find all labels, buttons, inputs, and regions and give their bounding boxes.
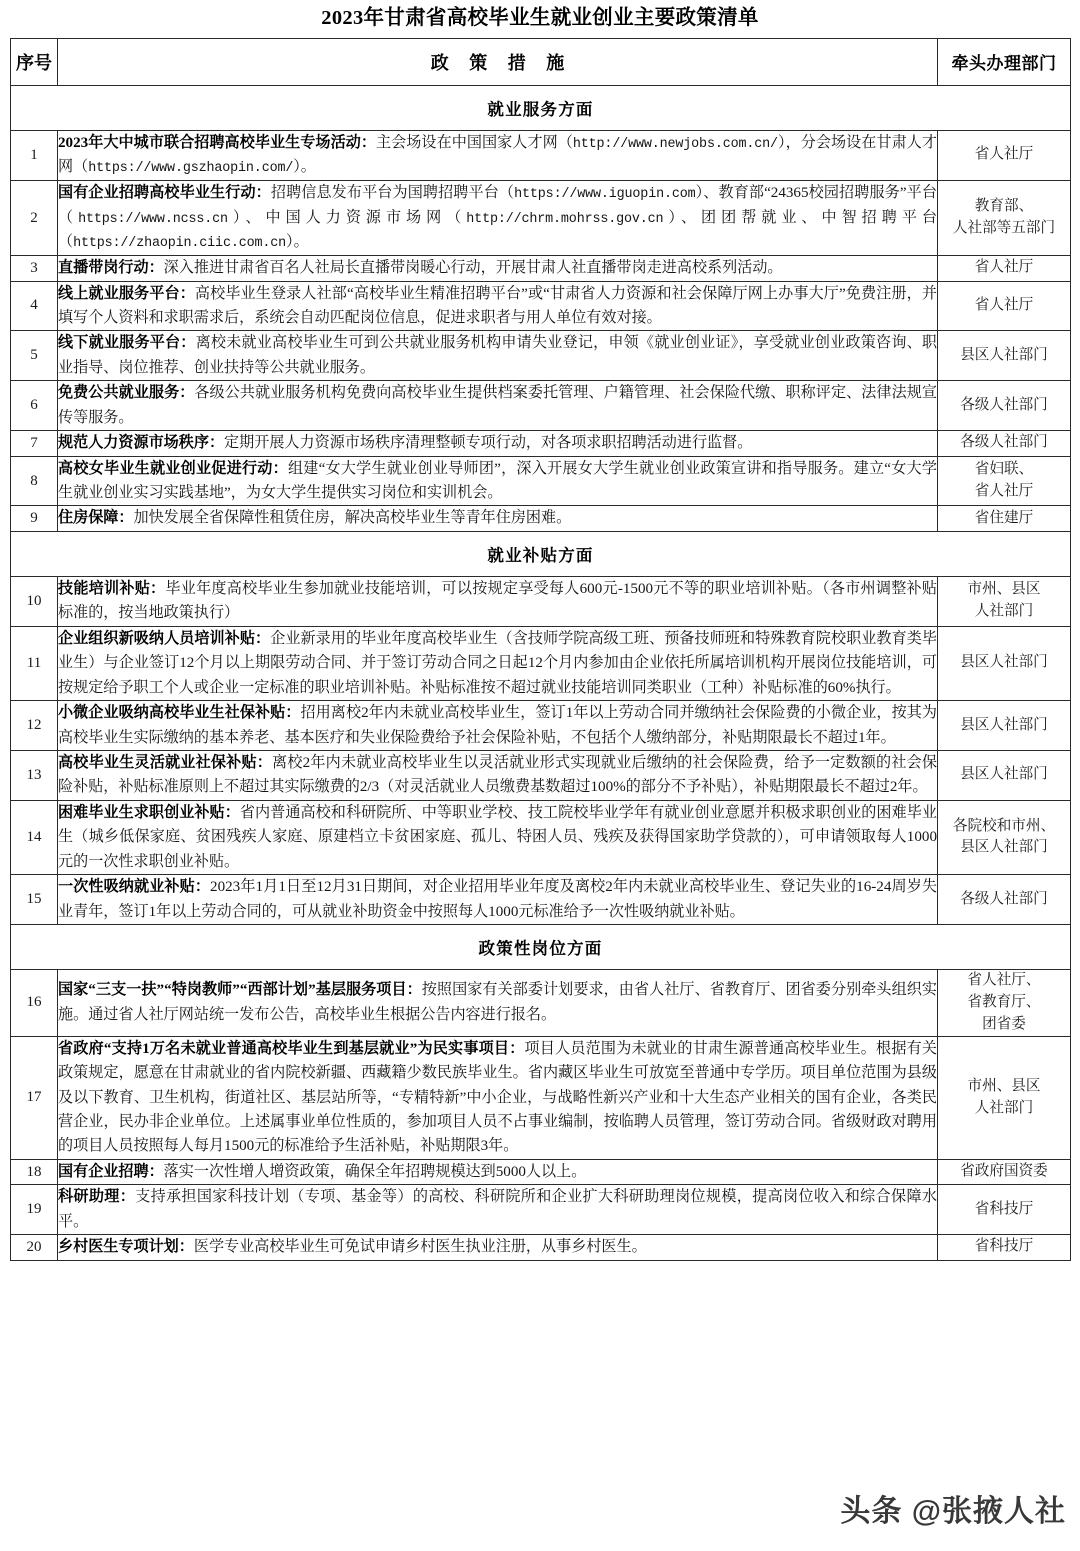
watermark: 头条 @张掖人社 <box>840 1495 1066 1528</box>
section-header-row <box>11 85 1071 130</box>
row-index: 14 <box>11 800 58 874</box>
section-header-row <box>11 925 1071 970</box>
table-row <box>11 576 1071 626</box>
policy-url: https://zhaopin.ciic.com.cn <box>73 236 287 252</box>
section-title: 就业补贴方面 <box>11 531 1071 576</box>
table-row <box>11 1235 1071 1260</box>
department-cell: 省妇联、 省人社厅 <box>938 456 1071 506</box>
table-row <box>11 180 1071 255</box>
policy-lead: 免费公共就业服务： <box>58 385 195 402</box>
policy-text: 毕业年度高校毕业生参加就业技能培训，可以按规定享受每人600元-1500元不等的职业培训补贴。（各市州调整补贴标准的，按当地政策执行） <box>58 580 937 622</box>
policy-text: 组建“女大学生就业创业导师团”，深入开展女大学生就业创业政策宣讲和指导服务。建立“女大学生就业创业实习实践基地”，为女大学生提供实习岗位和实训机会。 <box>58 460 937 502</box>
policy-text: 按照国家有关部委计划要求，由省人社厅、省教育厅、团省委分别牵头组织实施。通过省人社厅网站统一发布公告，高校毕业生根据公告内容进行报名。 <box>58 982 937 1023</box>
section-title: 政策性岗位方面 <box>11 925 1071 970</box>
policy-lead: 一次性吸纳就业补贴： <box>58 879 211 896</box>
policy-text: 加快发展全省保障性租赁住房，解决高校毕业生等青年住房困难。 <box>133 510 572 527</box>
policy-url: https://www.ncss.cn <box>78 211 228 227</box>
table-row <box>11 506 1071 531</box>
policy-lead: 高校毕业生灵活就业社保补贴： <box>58 754 273 771</box>
policy-lead: 技能培训补贴： <box>58 580 166 597</box>
row-index: 6 <box>11 381 58 431</box>
policy-measure-cell <box>58 701 938 751</box>
policy-lead: 高校女毕业生就业创业促进行动： <box>58 460 288 477</box>
column-header-policy: 政 策 措 施 <box>58 38 938 85</box>
department-cell: 市州、县区 人社部门 <box>938 1036 1071 1159</box>
policy-text: 省内普通高校和科研院所、中等职业学校、技工院校毕业学年有就业创业意愿并积极求职创业的困难毕业生（城乡低保家庭、贫困残疾人家庭、原建档立卡贫困家庭、孤儿、特困人员、残疾及获得国家助学贷款的），可申请领取每人1000元的一次性求职创业补贴。 <box>58 804 937 870</box>
department-cell: 省政府国资委 <box>938 1159 1071 1184</box>
department-cell: 省人社厅 <box>938 281 1071 331</box>
row-index: 16 <box>11 970 58 1037</box>
policy-text: 企业新录用的毕业年度高校毕业生（含技师学院高级工班、预备技师班和特殊教育院校职业教育类毕业生）与企业签订12个月以上期限劳动合同、并于签订劳动合同之日起12个月内参加由企业依托所属培训机构开展岗位技能培训，可按规定给予职工个人或企业一定标准的职业培训补贴。补贴标准按不超过就业技能培训同类职业（工种）补贴标准的60%执行。 <box>58 630 937 696</box>
row-index: 15 <box>11 875 58 925</box>
table-row <box>11 970 1071 1037</box>
policy-lead: 省政府“支持1万名未就业普通高校毕业生到基层就业”为民实事项目： <box>58 1040 525 1057</box>
policy-text: 离校未就业高校毕业生可到公共就业服务机构申请失业登记，申领《就业创业证》，享受就业创业政策咨询、职业指导、岗位推荐、创业扶持等公共就业服务。 <box>58 335 937 376</box>
row-index: 19 <box>11 1185 58 1235</box>
policy-measure-cell <box>58 626 938 700</box>
table-row <box>11 1159 1071 1184</box>
policy-text: 招聘信息发布平台为国聘招聘平台（https://www.iguopin.com）、教育部“24365校园招聘服务”平台（https://www.ncss.cn）、中国人力资源市场网（http://chrm.mohrss.gov.cn）、团团帮就业、中智招聘平台（https://zhaopin.ciic.com.cn）。 <box>58 184 937 252</box>
policy-measure-cell <box>58 256 938 281</box>
policy-measure-cell <box>58 576 938 626</box>
policy-url: https://www.iguopin.com <box>514 186 696 202</box>
department-cell: 县区人社部门 <box>938 626 1071 700</box>
row-index: 7 <box>11 431 58 456</box>
policy-text: 定期开展人力资源市场秩序清理整顿专项行动，对各项求职招聘活动进行监督。 <box>224 435 753 452</box>
policy-lead: 2023年大中城市联合招聘高校毕业生专场活动： <box>58 134 376 151</box>
table-row <box>11 256 1071 281</box>
policy-text: 离校2年内未就业高校毕业生以灵活就业形式实现就业后缴纳的社会保险费，给予一定数额的社会保险补贴，补贴标准原则上不超过其实际缴费的2/3（对灵活就业人员缴费基数超过100%的部分不予补贴），补贴期限最长不超过2年。 <box>58 754 937 796</box>
policy-measure-cell <box>58 1185 938 1235</box>
policy-lead: 国有企业招聘： <box>58 1163 164 1180</box>
row-index: 17 <box>11 1036 58 1159</box>
policy-lead: 规范人力资源市场秩序： <box>58 435 225 452</box>
table-row <box>11 381 1071 431</box>
policy-lead: 住房保障： <box>58 510 134 527</box>
policy-lead: 国家“三支一扶”“特岗教师”“西部计划”基层服务项目： <box>58 982 422 999</box>
department-cell: 省人社厅、 省教育厅、 团省委 <box>938 970 1071 1037</box>
policy-table <box>10 38 1071 1261</box>
policy-lead: 企业组织新吸纳人员培训补贴： <box>58 630 271 647</box>
policy-text: 招用离校2年内未就业高校毕业生，签订1年以上劳动合同并缴纳社会保险费的小微企业，按其为高校毕业生实际缴纳的基本养老、基本医疗和失业保险费给予社会保险补贴，不包括个人缴纳部分，补贴期限最长不超过1年。 <box>58 705 937 746</box>
header-row <box>11 38 1071 85</box>
department-cell: 各级人社部门 <box>938 875 1071 925</box>
department-cell: 县区人社部门 <box>938 750 1071 800</box>
policy-measure-cell <box>58 750 938 800</box>
policy-measure-cell <box>58 1036 938 1159</box>
policy-text: 2023年1月1日至12月31日期间，对企业招用毕业年度及离校2年内未就业高校毕业生、登记失业的16-24周岁失业青年，签订1年以上劳动合同的，可从就业补助资金中按照每人1000元标准给予一次性吸纳就业补贴。 <box>58 879 937 920</box>
table-row <box>11 1036 1071 1159</box>
department-cell: 省人社厅 <box>938 130 1071 180</box>
row-index: 4 <box>11 281 58 331</box>
department-cell: 省科技厅 <box>938 1185 1071 1235</box>
policy-measure-cell <box>58 381 938 431</box>
department-cell: 各级人社部门 <box>938 381 1071 431</box>
section-header-row <box>11 531 1071 576</box>
row-index: 3 <box>11 256 58 281</box>
policy-lead: 线下就业服务平台： <box>58 335 196 352</box>
policy-text: 深入推进甘肃省百名人社局长直播带岗暖心行动，开展甘肃人社直播带岗走进高校系列活动。 <box>163 260 783 277</box>
department-cell: 教育部、 人社部等五部门 <box>938 180 1071 255</box>
table-row <box>11 130 1071 180</box>
policy-lead: 线上就业服务平台： <box>58 285 195 302</box>
table-row <box>11 456 1071 506</box>
policy-text: 主会场设在中国国家人才网（http://www.newjobs.com.cn/），分会场设在甘肃人才网（https://www.gszhaopin.com/）。 <box>58 134 937 177</box>
row-index: 2 <box>11 180 58 255</box>
department-cell: 各院校和市州、 县区人社部门 <box>938 800 1071 874</box>
policy-lead: 直播带岗行动： <box>58 260 164 277</box>
policy-measure-cell <box>58 970 938 1037</box>
policy-lead: 科研助理： <box>58 1189 136 1206</box>
column-header-department: 牵头办理部门 <box>938 38 1071 85</box>
table-body <box>11 85 1071 1260</box>
table-row <box>11 431 1071 456</box>
table-row <box>11 1185 1071 1235</box>
row-index: 18 <box>11 1159 58 1184</box>
policy-text: 高校毕业生登录人社部“高校毕业生精准招聘平台”或“甘肃省人力资源和社会保障厅网上办事大厅”免费注册，并填写个人资料和求职需求后，系统会自动匹配岗位信息，促进求职者与用人单位有效对接。 <box>58 285 937 326</box>
policy-text: 各级公共就业服务机构免费向高校毕业生提供档案委托管理、户籍管理、社会保险代缴、职称评定、法律法规宣传等服务。 <box>58 385 937 426</box>
policy-url: http://chrm.mohrss.gov.cn <box>466 211 664 227</box>
policy-lead: 国有企业招聘高校毕业生行动： <box>58 184 271 201</box>
department-cell: 各级人社部门 <box>938 431 1071 456</box>
policy-lead: 乡村医生专项计划： <box>58 1239 194 1256</box>
policy-measure-cell <box>58 1159 938 1184</box>
policy-measure-cell <box>58 331 938 381</box>
department-cell: 市州、县区 人社部门 <box>938 576 1071 626</box>
policy-measure-cell <box>58 431 938 456</box>
policy-measure-cell <box>58 875 938 925</box>
department-cell: 县区人社部门 <box>938 701 1071 751</box>
page-title: 2023年甘肃省高校毕业生就业创业主要政策清单 <box>321 7 759 29</box>
policy-measure-cell <box>58 281 938 331</box>
policy-measure-cell <box>58 800 938 874</box>
row-index: 1 <box>11 130 58 180</box>
table-row <box>11 875 1071 925</box>
row-index: 12 <box>11 701 58 751</box>
table-row <box>11 800 1071 874</box>
policy-measure-cell <box>58 180 938 255</box>
department-cell: 省人社厅 <box>938 256 1071 281</box>
table-row <box>11 750 1071 800</box>
table-header <box>11 38 1071 85</box>
policy-lead: 小微企业吸纳高校毕业生社保补贴： <box>58 705 301 722</box>
row-index: 13 <box>11 750 58 800</box>
policy-measure-cell <box>58 1235 938 1260</box>
row-index: 9 <box>11 506 58 531</box>
policy-measure-cell <box>58 456 938 506</box>
policy-text: 落实一次性增人增资政策，确保全年招聘规模达到5000人以上。 <box>163 1163 587 1180</box>
row-index: 10 <box>11 576 58 626</box>
column-header-index: 序号 <box>11 38 58 85</box>
department-cell: 省科技厅 <box>938 1235 1071 1260</box>
policy-lead: 困难毕业生求职创业补贴： <box>58 804 240 821</box>
table-row <box>11 626 1071 700</box>
policy-text: 项目人员范围为未就业的甘肃生源普通高校毕业生。根据有关政策规定，愿意在甘肃就业的省内院校新疆、西藏籍少数民族毕业生。省内藏区毕业生可放宽至普通中专学历。项目单位范围为县级及以下教育、卫生机构，街道社区、基层站所等，“专精特新”中小企业，与战略性新兴产业和十大生态产业相关的国有企业，各类民营企业，民办非企业单位。上述属事业单位性质的，参加项目人员不占事业编制，按临聘人员管理，签订劳动合同。省级财政对聘用的项目人员按照每人每月1500元的标准给予生活补贴，补贴期限3年。 <box>58 1040 937 1155</box>
policy-measure-cell <box>58 130 938 180</box>
table-row <box>11 701 1071 751</box>
table-row <box>11 281 1071 331</box>
row-index: 11 <box>11 626 58 700</box>
section-title: 就业服务方面 <box>11 85 1071 130</box>
row-index: 5 <box>11 331 58 381</box>
row-index: 20 <box>11 1235 58 1260</box>
policy-text: 支持承担国家科技计划（专项、基金等）的高校、科研院所和企业扩大科研助理岗位规模，提高岗位收入和综合保障水平。 <box>58 1189 937 1230</box>
table-row <box>11 331 1071 381</box>
policy-measure-cell <box>58 506 938 531</box>
policy-text: 医学专业高校毕业生可免试申请乡村医生执业注册，从事乡村医生。 <box>193 1239 647 1256</box>
policy-url: http://www.newjobs.com.cn/ <box>572 136 778 152</box>
department-cell: 省住建厅 <box>938 506 1071 531</box>
department-cell: 县区人社部门 <box>938 331 1071 381</box>
row-index: 8 <box>11 456 58 506</box>
policy-url: https://www.gszhaopin.com/ <box>88 161 294 177</box>
